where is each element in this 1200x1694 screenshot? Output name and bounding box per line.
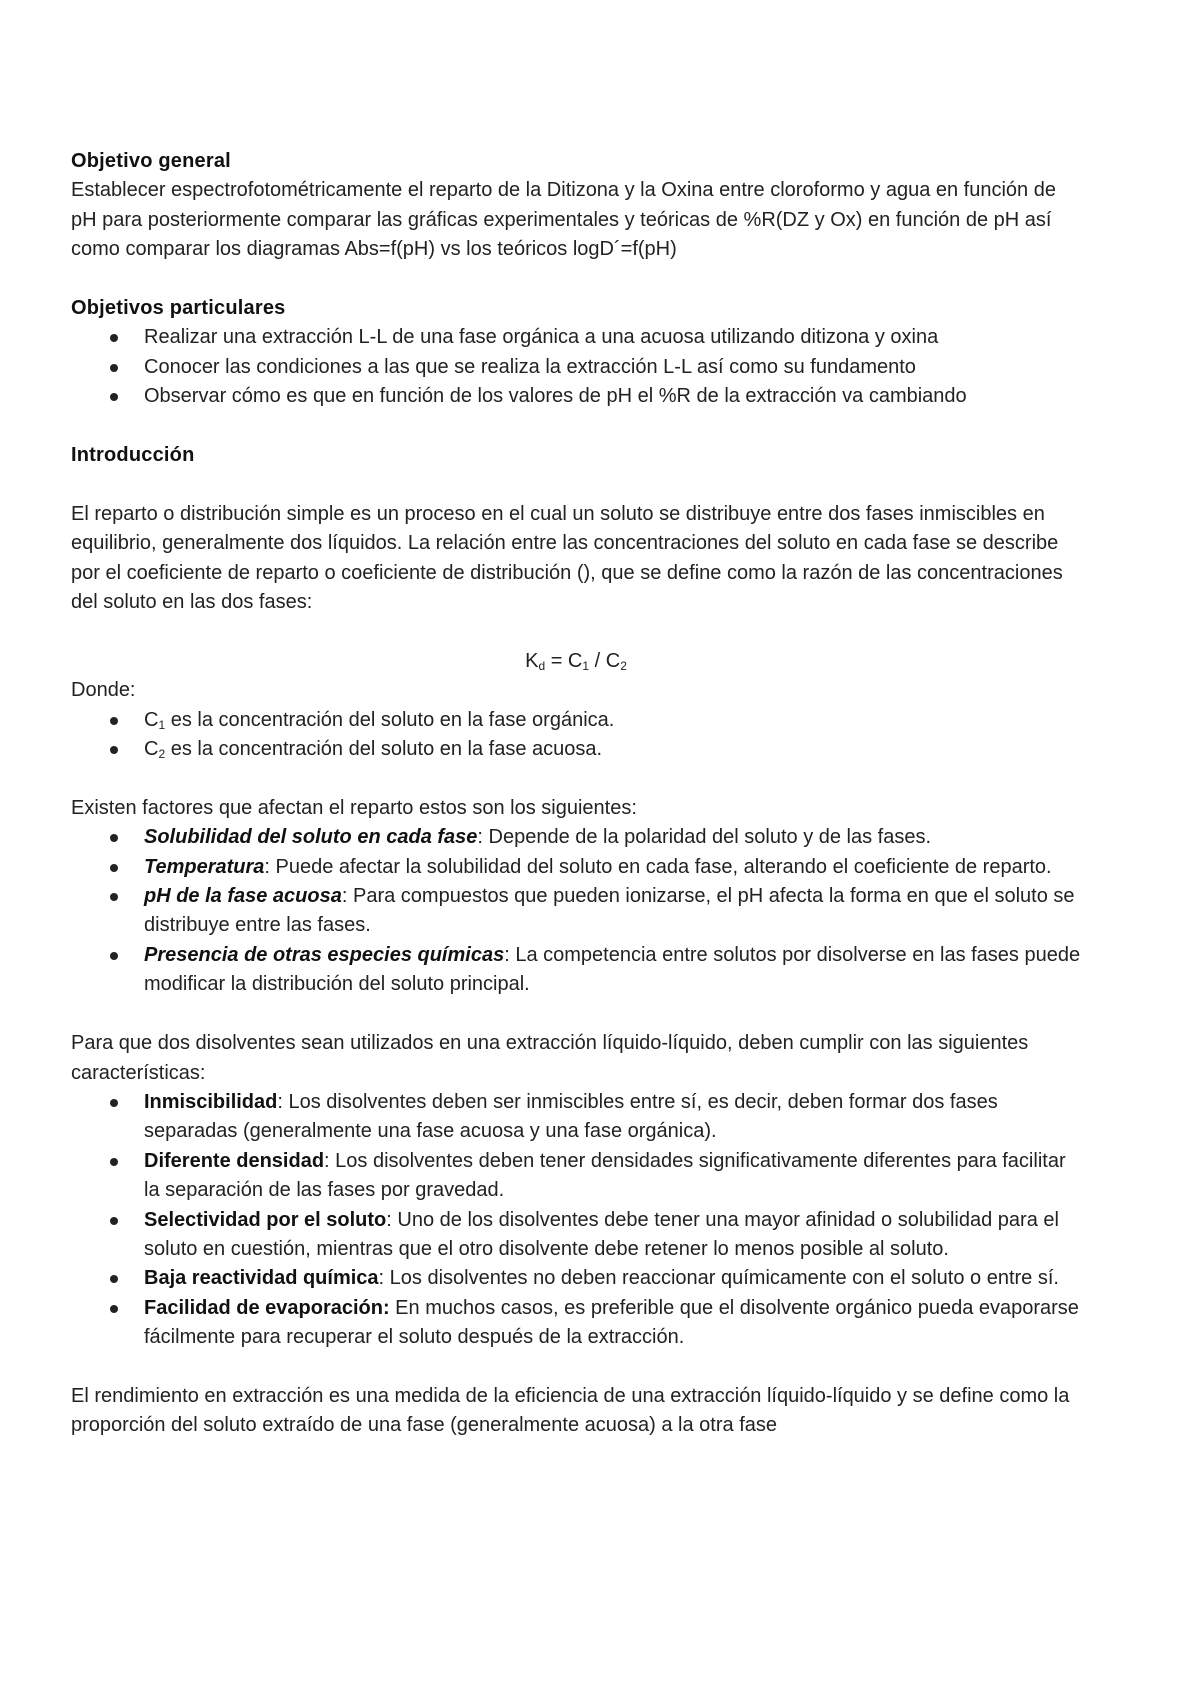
term: pH de la fase acuosa [144,885,342,908]
list-item: Realizar una extracción L-L de una fase orgánica a una acuosa utilizando ditizona y oxina [144,323,1081,352]
objetivo-general-heading: Objetivo general [71,150,231,172]
list-item: Observar cómo es que en función de los valores de pH el %R de la extracción va cambiando [144,382,1081,411]
term: Selectividad por el soluto [144,1208,387,1231]
list-item: Selectividad por el soluto: Uno de los disolventes debe tener una mayor afinidad o solubilidad para el soluto en cuestión, mientras que el otro disolvente debe retener lo menos posible al soluto. [144,1206,1081,1265]
document-page [71,147,1081,1441]
objetivo-general-text: Establecer espectrofotométricamente el reparto de la Ditizona y la Oxina entre cloroformo y agua en función de pH para posteriormente comparar las gráficas experimentales y teóricas de %R(DZ y Ox) en función de pH así como comparar los diagramas Abs=f(pH) vs los teóricos logD´=f(pH) [71,179,1056,261]
term: Solubilidad del soluto en cada fase [144,826,478,849]
factores-intro: Existen factores que afectan el reparto estos son los siguientes: [71,796,637,819]
list-item: $C_2$ es la concentración del soluto en la fase acuosa. [144,735,1081,764]
disolventes-intro: Para que dos disolventes sean utilizados en una extracción líquido-líquido, deben cumplir con las siguientes características: [71,1032,1029,1084]
list-item: $C_1$ es la concentración del soluto en la fase orgánica. [144,706,1081,735]
disolventes-list [71,1088,1081,1353]
introduccion-paragraph: El reparto o distribución simple es un proceso en el cual un soluto se distribuye entre dos fases inmiscibles en equilibrio, generalmente dos líquidos. La relación entre las concentraciones del soluto en cada fase se describe por el coeficiente de reparto o coeficiente de distribución (), que se define como la razón de las concentraciones del soluto en las dos fases: [71,502,1063,614]
list-item: Diferente densidad: Los disolventes deben tener densidades significativamente diferentes para facilitar la separación de las fases por gravedad. [144,1147,1081,1206]
term: Temperatura [144,855,265,878]
term: Baja reactividad química [144,1267,379,1290]
list-item: pH de la fase acuosa: Para compuestos que pueden ionizarse, el pH afecta la forma en que el soluto se distribuye entre las fases. [144,882,1081,941]
donde-list [71,706,1081,765]
term: Diferente densidad [144,1149,325,1172]
list-item: Inmiscibilidad: Los disolventes deben ser inmiscibles entre sí, es decir, deben formar dos fases separadas (generalmente una fase acuosa y una fase orgánica). [144,1088,1081,1147]
introduccion-heading: Introducción [71,444,195,467]
objetivos-particulares-heading: Objetivos particulares [71,297,286,320]
list-item: Presencia de otras especies químicas: La competencia entre solutos por disolverse en las fases puede modificar la distribución del soluto principal. [144,941,1081,1000]
term: Facilidad de evaporación: [144,1296,390,1319]
term: Inmiscibilidad [144,1090,278,1113]
list-item: Facilidad de evaporación: En muchos casos, es preferible que el disolvente orgánico pueda evaporarse fácilmente para recuperar el soluto después de la extracción. [144,1294,1081,1353]
list-item: Conocer las condiciones a las que se realiza la extracción L-L así como su fundamento [144,353,1081,382]
list-item: Solubilidad del soluto en cada fase: Depende de la polaridad del soluto y de las fases. [144,823,1081,852]
term: Presencia de otras especies químicas [144,943,505,966]
factores-list [71,823,1081,999]
objetivos-particulares-list [71,323,1081,411]
donde-label: Donde: [71,679,136,702]
list-item: Temperatura: Puede afectar la solubilidad del soluto en cada fase, alterando el coeficiente de reparto. [144,853,1081,882]
list-item: Baja reactividad química: Los disolventes no deben reaccionar químicamente con el soluto o entre sí. [144,1264,1081,1293]
rendimiento-paragraph: El rendimiento en extracción es una medida de la eficiencia de una extracción líquido-líquido y se define como la proporción del soluto extraído de una fase (generalmente acuosa) a la otra fase [71,1384,1070,1437]
distribution-formula: $K_d = C_1 / C_2$ [525,649,627,673]
